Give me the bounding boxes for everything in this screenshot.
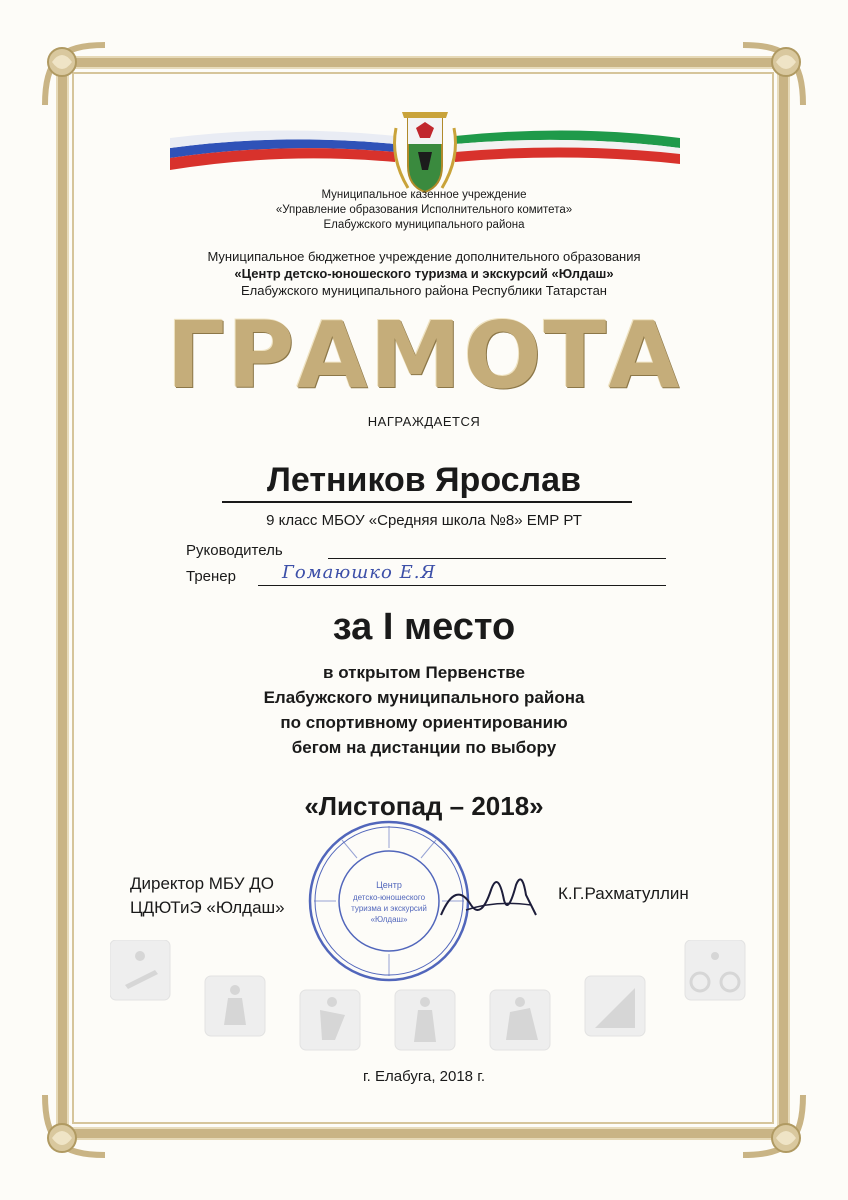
description-line: бегом на дистанции по выбору	[291, 738, 557, 757]
leader-field	[186, 542, 283, 564]
city-year: г. Елабуга, 2018 г.	[363, 1068, 485, 1085]
leader-label: Руководитель	[186, 542, 283, 559]
description-line: в открытом Первенстве	[323, 663, 525, 682]
trainer-handwritten-value: Гомаюшко Е.Я	[282, 562, 437, 583]
signatory-position	[130, 872, 285, 920]
corner-ornament-icon	[738, 1090, 808, 1160]
stamp-text: туризма и экскурсий	[351, 904, 427, 913]
award-description	[100, 660, 748, 760]
award-place: за I место	[332, 606, 516, 648]
founder-block	[100, 188, 748, 233]
certificate-title: ГРАМОТА	[166, 302, 682, 409]
handwritten-signature-icon	[436, 860, 546, 930]
event-name: «Листопад – 2018»	[304, 791, 544, 821]
stamp-text: «Юлдаш»	[370, 915, 408, 924]
description-line: Елабужского муниципального района	[263, 688, 585, 707]
trainer-field	[186, 568, 236, 590]
organization-line: Муниципальное бюджетное учреждение дополнительного образования	[207, 249, 641, 264]
corner-ornament-icon	[40, 1090, 110, 1160]
awarded-label: НАГРАЖДАЕТСЯ	[367, 414, 481, 429]
organization-line: Елабужского муниципального района Республики Татарстан	[241, 283, 607, 298]
stamp-text: Центр	[376, 880, 402, 890]
recipient-underline	[222, 501, 632, 503]
position-line: ЦДЮТиЭ «Юлдаш»	[130, 898, 285, 917]
stamp-text: детско-юношеского	[352, 893, 426, 902]
trainer-line	[258, 585, 666, 586]
founder-line: Елабужского муниципального района	[323, 219, 525, 231]
flag-ribbon-coat-of-arms-icon	[170, 108, 680, 198]
sport-icons-watermark	[110, 940, 760, 1070]
organization-block	[100, 248, 748, 299]
corner-ornament-icon	[40, 40, 110, 110]
signatory-name: К.Г.Рахматуллин	[558, 884, 689, 903]
recipient-school: 9 класс МБОУ «Средняя школа №8» ЕМР РТ	[266, 512, 582, 529]
description-line: по спортивному ориентированию	[280, 713, 568, 732]
organization-name: «Центр детско-юношеского туризма и экскурсий «Юлдаш»	[234, 266, 614, 281]
recipient-name: Летников Ярослав	[267, 461, 581, 499]
founder-line: «Управление образования Исполнительного комитета»	[275, 204, 573, 216]
trainer-label: Тренер	[186, 568, 236, 585]
founder-line: Муниципальное казенное учреждение	[321, 189, 527, 201]
position-line: Директор МБУ ДО	[130, 874, 274, 893]
leader-line	[328, 558, 666, 559]
corner-ornament-icon	[738, 40, 808, 110]
